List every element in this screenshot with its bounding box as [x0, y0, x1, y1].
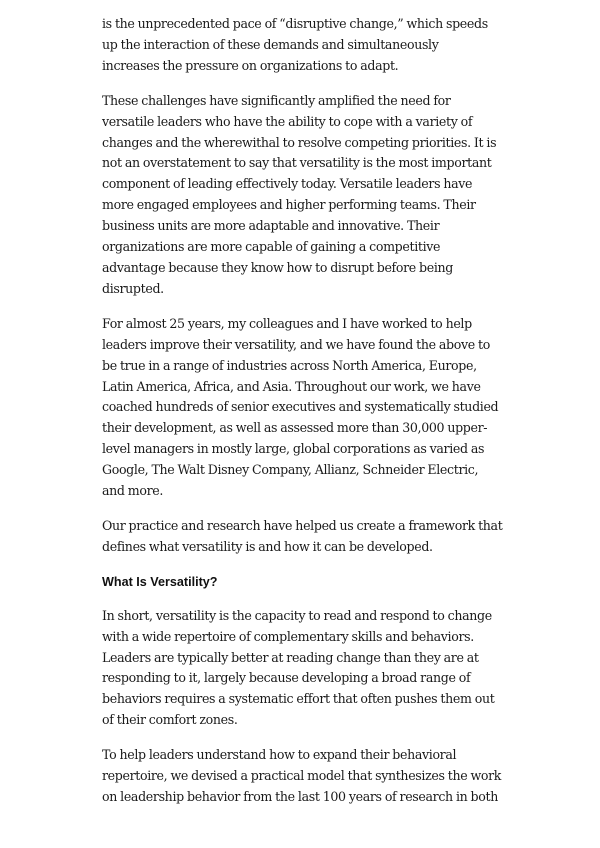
text-line: behaviors requires a systematic effort that often pushes them out	[102, 691, 495, 707]
text-line: Our practice and research have helped us create a framework that	[102, 517, 503, 533]
text-line: disrupted.	[102, 280, 164, 296]
text-line: and more.	[102, 483, 164, 499]
text-line: increases the pressure on organizations to adapt.	[102, 57, 399, 73]
text-line: responding to it, largely because developing a broad range of	[102, 670, 471, 686]
text-line: is the unprecedented pace of “disruptive change,” which speeds	[102, 16, 488, 31]
text-line: not an overstatement to say that versatility is the most important	[102, 155, 492, 171]
article-body	[102, 14, 502, 822]
paragraph-model	[102, 745, 502, 808]
text-line: on leadership behavior from the last 100 years of research in both	[102, 789, 498, 804]
text-line: defines what versatility is and how it can be developed.	[102, 538, 433, 554]
text-line: For almost 25 years, my colleagues and I have worked to help	[102, 315, 472, 331]
text-line: business units are more adaptable and innovative. Their	[102, 218, 440, 234]
paragraph-definition	[102, 606, 502, 731]
text-line: their development, as well as assessed more than 30,000 upper-	[102, 420, 488, 436]
text-line: component of leading effectively today. Versatile leaders have	[102, 176, 473, 192]
text-line: changes and the wherewithal to resolve competing priorities. It is	[102, 134, 497, 150]
paragraph-versatile-leaders	[102, 91, 502, 300]
text-line: leaders improve their versatility, and we have found the above to	[102, 336, 490, 352]
paragraph-research-scope	[102, 314, 502, 502]
text-line: coached hundreds of senior executives and systematically studied	[102, 399, 499, 415]
heading-text: What Is Versatility?	[102, 574, 218, 589]
text-line: more engaged employees and higher performing teams. Their	[102, 197, 476, 213]
text-line: These challenges have significantly amplified the need for	[102, 92, 451, 108]
text-line: of their comfort zones.	[102, 712, 238, 728]
text-line: repertoire, we devised a practical model that synthesizes the work	[102, 768, 502, 784]
text-line: organizations are more capable of gaining a competitive	[102, 239, 441, 255]
paragraph-framework	[102, 516, 502, 558]
text-line: To help leaders understand how to expand their behavioral	[102, 747, 457, 763]
text-line: up the interaction of these demands and simultaneously	[102, 36, 439, 52]
text-line: In short, versatility is the capacity to read and respond to change	[102, 607, 492, 623]
text-line: with a wide repertoire of complementary skills and behaviors.	[102, 628, 474, 644]
text-line: versatile leaders who have the ability to cope with a variety of	[102, 113, 473, 129]
paragraph-disruptive-change	[102, 14, 502, 77]
text-line: Leaders are typically better at reading change than they are at	[102, 649, 479, 665]
text-line: be true in a range of industries across North America, Europe,	[102, 357, 477, 373]
text-line: level managers in mostly large, global corporations as varied as	[102, 441, 485, 457]
text-line: advantage because they know how to disrupt before being	[102, 259, 453, 275]
text-line: Google, The Walt Disney Company, Allianz, Schneider Electric,	[102, 462, 479, 478]
text-line: Latin America, Africa, and Asia. Throughout our work, we have	[102, 378, 481, 394]
section-heading-versatility	[102, 572, 502, 592]
